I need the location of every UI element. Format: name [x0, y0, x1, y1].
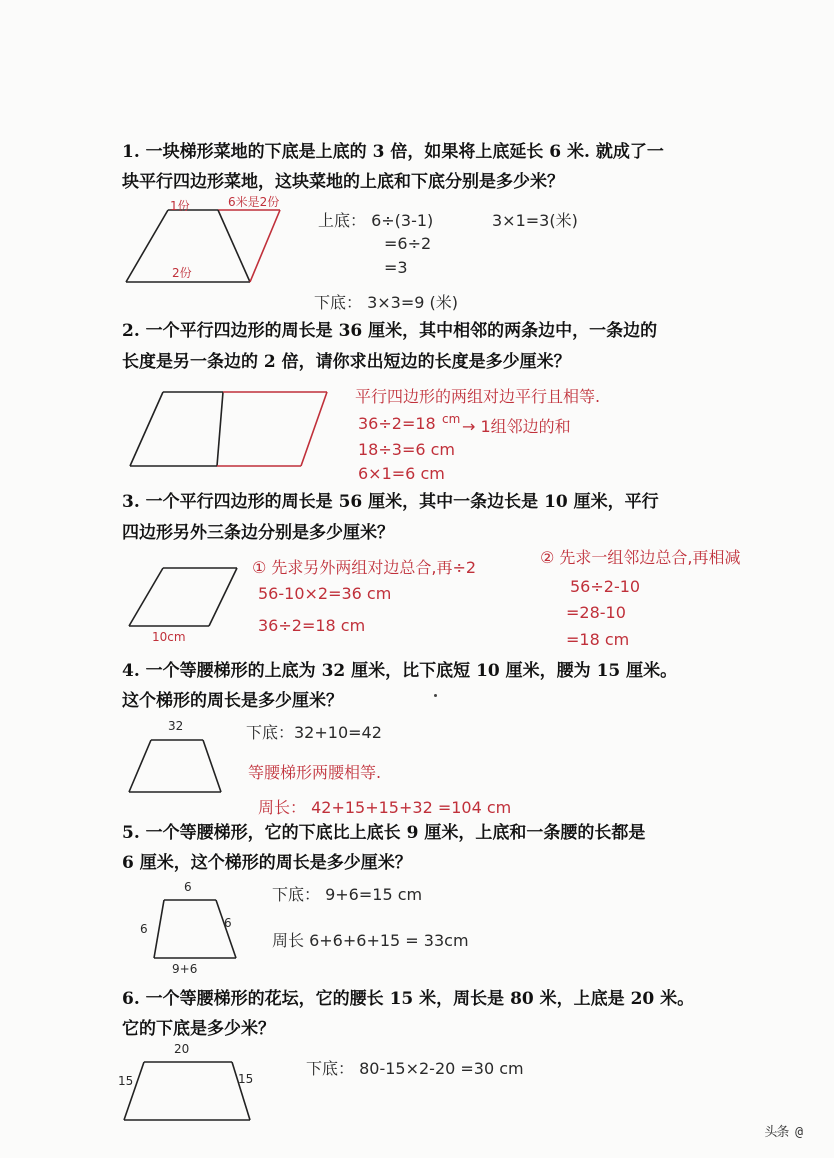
question-1-line-1: 1. 一块梯形菜地的下底是上底的 3 倍，如果将上底延长 6 米. 就成了一 [122, 142, 664, 162]
q1-work-line-4: 下底： 3×3=9 (米) [314, 293, 459, 312]
q2-work-line-1: 36÷2=18 [358, 414, 436, 433]
q4-work-line-2: 周长： 42+15+15+32 =104 cm [258, 798, 512, 817]
q3-figure [125, 562, 245, 632]
question-5-line-1: 5. 一个等腰梯形，它的下底比上底长 9 厘米，上底和一条腰的长都是 [122, 823, 646, 843]
q5-label-left: 6 [140, 922, 148, 936]
q1-work-line-1: 上底： 6÷(3-1) [318, 211, 434, 230]
q1-label-top-right: 6米是2份 [228, 195, 280, 209]
watermark: 头条 @ [764, 1125, 802, 1140]
q5-work-line-2: 周长 6+6+6+15 = 33cm [272, 931, 469, 950]
q2-work-line-3: 6×1=6 cm [358, 464, 445, 483]
q4-figure [125, 734, 225, 796]
question-5-line-2: 6 厘米，这个梯形的周长是多少厘米？ [122, 853, 412, 873]
q1-work-line-2: =6÷2 [384, 234, 432, 253]
q6-work-line-1: 下底： 80-15×2-20 =30 cm [306, 1059, 524, 1078]
question-2-line-1: 2. 一个平行四边形的周长是 36 厘米，其中相邻的两条边中，一条边的 [122, 321, 658, 341]
stray-dot [434, 694, 437, 697]
q6-label-top: 20 [174, 1042, 190, 1056]
q3-method-2-line-1: 56÷2-10 [570, 577, 641, 596]
q3-method-1-title: ① 先求另外两组对边总合,再÷2 [252, 558, 477, 577]
q3-method-2-line-2: =28-10 [566, 603, 626, 622]
q6-label-left: 15 [118, 1074, 134, 1088]
question-6-line-1: 6. 一个等腰梯形的花坛，它的腰长 15 米，周长是 80 米，上底是 20 米。 [122, 989, 695, 1009]
q6-figure [120, 1056, 255, 1124]
q1-label-bottom: 2份 [172, 266, 192, 280]
q1-work-line-3: =3 [384, 258, 408, 277]
q4-label-top: 32 [168, 719, 184, 733]
q1-label-top-left: 1份 [170, 199, 190, 213]
q3-method-2-line-3: =18 cm [566, 630, 630, 649]
q5-label-bottom: 9+6 [172, 962, 198, 976]
q5-label-top: 6 [184, 880, 192, 894]
q5-work-line-1: 下底： 9+6=15 cm [272, 885, 423, 904]
question-3-line-2: 四边形另外三条边分别是多少厘米？ [122, 523, 394, 543]
q6-label-right: 15 [238, 1072, 254, 1086]
q2-work-line-1-unit: cm [442, 412, 461, 426]
question-2-line-2: 长度是另一条边的 2 倍，请你求出短边的长度是多少厘米？ [122, 352, 571, 372]
q1-work-line-1b: 3×1=3(米) [492, 211, 578, 230]
q2-work-line-1-arrow: → 1组邻边的和 [462, 417, 571, 436]
question-3-line-1: 3. 一个平行四边形的周长是 56 厘米，其中一条边长是 10 厘米，平行 [122, 492, 659, 512]
q2-figure [125, 386, 335, 470]
question-4-line-2: 这个梯形的周长是多少厘米？ [122, 691, 343, 711]
q3-method-1-line-2: 36÷2=18 cm [258, 616, 366, 635]
q2-note: 平行四边形的两组对边平行且相等. [355, 387, 601, 406]
q3-label-bottom: 10cm [152, 630, 186, 644]
question-1-line-2: 块平行四边形菜地，这块菜地的上底和下底分别是多少米？ [122, 172, 564, 192]
question-4-line-1: 4. 一个等腰梯形的上底为 32 厘米，比下底短 10 厘米，腰为 15 厘米。 [122, 661, 678, 681]
q3-method-1-line-1: 56-10×2=36 cm [258, 584, 392, 603]
q3-method-2-title: ② 先求一组邻边总合,再相减 [540, 548, 741, 567]
q1-figure [120, 200, 290, 290]
q5-label-right: 6 [224, 916, 232, 930]
q4-work-line-1: 下底：32+10=42 [246, 723, 382, 742]
q2-work-line-2: 18÷3=6 cm [358, 440, 455, 459]
q4-note: 等腰梯形两腰相等. [248, 763, 382, 782]
question-6-line-2: 它的下底是多少米？ [122, 1019, 275, 1039]
